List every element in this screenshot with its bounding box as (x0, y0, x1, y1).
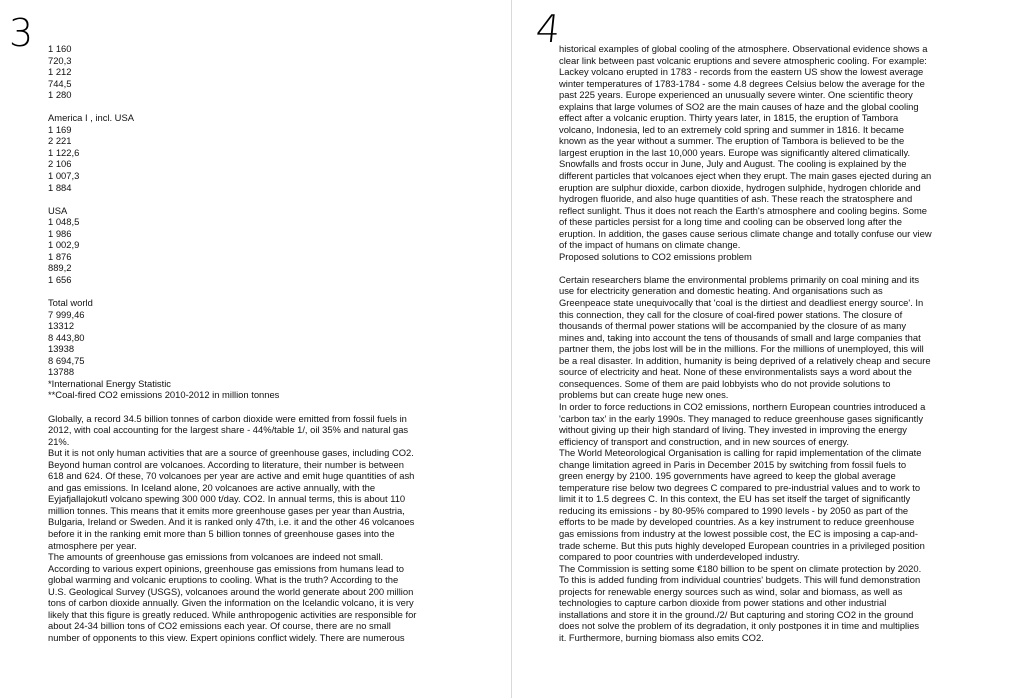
text-line: Lackey volcano erupted in 1783 - records from the eastern US show the lowest average (559, 66, 924, 78)
text-line: it. Furthermore, burning biomass also emits CO2. (559, 631, 764, 643)
text-line: *International Energy Statistic (48, 377, 171, 389)
blank-line (48, 285, 468, 297)
text-line: 1 986 (48, 227, 72, 239)
text-line: 2 221 (48, 135, 72, 147)
text-line: efforts to be made by developed countries. As a key instrument to reduce greenhouse (559, 516, 915, 528)
text-line: source of electricity and heat. None of these environmentalists says a word about the (559, 366, 912, 378)
text-line: before it in the ranking emit more than 5 billion tonnes of greenhouse gases into the (48, 527, 395, 539)
right-page-text (559, 43, 1014, 643)
text-line: consequences. Some of them are paid lobbyists who do not provide solutions to (559, 377, 891, 389)
text-line: problems but can create huge new ones. (559, 389, 729, 401)
text-line: U.S. Geological Survey (USGS), volcanoes around the world generate about 200 million (48, 585, 414, 597)
text-line: 'carbon tax' in the early 1990s. They managed to reduce greenhouse gases significantly (559, 412, 924, 424)
text-line: Proposed solutions to CO2 emissions problem (559, 250, 752, 262)
text-line: gas emissions from industry at the lowest possible cost, the EC is imposing a cap-and- (559, 527, 919, 539)
text-line: 7 999,46 (48, 308, 85, 320)
text-line: projects for renewable energy sources such as wind, solar and biomass, as well as (559, 585, 903, 597)
text-line: 1 656 (48, 273, 72, 285)
text-line: thousands of thermal power stations will be accompanied by the closure of as many (559, 320, 907, 332)
text-line: Certain researchers blame the environmental problems primarily on coal mining and its (559, 273, 920, 285)
text-line: does not solve the problem of its degradation, it only postpones it in time and multiplies (559, 620, 920, 632)
text-line: atmosphere per year. (48, 539, 137, 551)
blank-line (48, 401, 468, 413)
text-line: 1 007,3 (48, 170, 80, 182)
text-line: The World Meteorological Organisation is calling for rapid implementation of the climate (559, 447, 922, 459)
text-line: 13788 (48, 366, 75, 378)
text-line: 1 884 (48, 181, 72, 193)
right-page (512, 0, 1024, 698)
text-line: this connection, they call for the closure of coal-fired power stations. The closure of (559, 308, 903, 320)
text-line: installations and store it in the ground./2/ But capturing and storing CO2 in the ground (559, 608, 914, 620)
text-line: efficiency of transport and construction, and in new sources of energy. (559, 435, 849, 447)
text-line: reducing its emissions - by 80-95% compared to 1990 levels - by 2050 as part of the (559, 504, 909, 516)
text-line: 744,5 (48, 77, 72, 89)
text-line: 1 169 (48, 123, 72, 135)
text-line: Bulgaria, Ireland or Sweden. And it is ranked only 47th, i.e. it and the other 46 volcanoes (48, 516, 415, 528)
blank-line (559, 262, 1014, 274)
text-line: clear link between past volcanic eruptions and severe atmospheric cooling. For example: (559, 54, 927, 66)
text-line: 1 002,9 (48, 239, 80, 251)
text-line: green energy by 2100. 195 governments have agreed to keep the global average (559, 470, 896, 482)
text-line: use for electricity generation and domestic heating. And organisations such as (559, 285, 883, 297)
text-line: temperature rise below two degrees C compared to pre-industrial values and to work to (559, 481, 921, 493)
text-line: 618 and 624. Of these, 70 volcanoes per year are active and emit huge quantities of ash (48, 470, 415, 482)
text-line: Beyond human control are volcanoes. According to literature, their number is between (48, 458, 404, 470)
text-line: largest eruption in the last 10,000 years. Europe was significantly altered climatically. (559, 146, 911, 158)
text-line: In order to force reductions in CO2 emissions, northern European countries introduced a (559, 400, 926, 412)
text-line: Greenpeace state unequivocally that 'coal is the dirtiest and deadliest energy source'. In (559, 297, 924, 309)
text-line: change limitation agreed in Paris in December 2015 by switching from fossil fuels to (559, 458, 907, 470)
text-line: and gas emissions. In Iceland alone, 20 volcanoes are active annually, with the (48, 481, 376, 493)
text-line: 2012, with coal accounting for the largest share - 44%/table 1/, oil 35% and natural gas (48, 424, 409, 436)
text-line: 13938 (48, 343, 75, 355)
text-line: effect after a volcanic eruption. Thirty years later, in 1815, the eruption of Tambora (559, 112, 899, 124)
text-line: Eyjafjallajokutl volcano spewing 300 000 t/day. CO2. In annual terms, this is about 110 (48, 493, 406, 505)
text-line: of the impact of humans on climate change. (559, 239, 741, 251)
text-line: 1 122,6 (48, 146, 80, 158)
text-line: about 24-34 billion tons of CO2 emissions each year. Of course, there are no small (48, 620, 391, 632)
text-line: winter temperatures of 1783-1784 - some 4.8 degrees Celsius below the average for the (559, 77, 925, 89)
text-line: 21%. (48, 435, 70, 447)
text-line: Globally, a record 34.5 billion tonnes of carbon dioxide were emitted from fossil fuels in (48, 412, 407, 424)
page-number-left: 3 (9, 11, 34, 55)
text-line: likely that this figure is greatly reduced. While anthropogenic activities are responsible for (48, 608, 417, 620)
text-line: USA (48, 204, 68, 216)
text-line: 720,3 (48, 54, 72, 66)
text-line: technologies to capture carbon dioxide from power stations and other industrial (559, 597, 887, 609)
text-line: past 225 years. Europe experienced an unusually severe winter. One scientific theory (559, 89, 913, 101)
text-line: 13312 (48, 320, 75, 332)
text-line: million tonnes. This means that it emits more greenhouse gases per year than Austria, (48, 504, 405, 516)
text-line: be a real disaster. In addition, humanity is being deprived of a relatively cheap and secure (559, 354, 931, 366)
text-line: without giving up their high standard of living. They invested in improving the energy (559, 424, 907, 436)
text-line: trade scheme. But this puts highly developed European countries in a privileged position (559, 539, 925, 551)
text-line: eruption are sulphur dioxide, carbon dioxide, hydrogen sulphide, hydrogen chloride and (559, 181, 921, 193)
text-line: hydrogen fluoride, and also huge quantities of ash. These reach the stratosphere and (559, 193, 913, 205)
text-line: 1 048,5 (48, 216, 80, 228)
text-line: eruption. In addition, the gases cause serious climate change and totally confuse our view (559, 227, 932, 239)
text-line: Total world (48, 297, 93, 309)
text-line: 2 106 (48, 158, 72, 170)
text-line: mines and, taking into account the tens of thousands of small and large companies that (559, 331, 921, 343)
text-line: partner them, the jobs lost will be in the millions. For the millions of unemployed, this will (559, 343, 924, 355)
page-number-right: 4 (533, 7, 563, 51)
text-line: number of opponents to this view. Expert opinions conflict widely. There are numerous (48, 631, 405, 643)
text-line: global warming and volcanic eruptions to cooling. What is the truth? According to the (48, 574, 399, 586)
left-page-text (48, 43, 468, 643)
text-line: reflect sunlight. Thus it does not reach the Earth's atmosphere and cooling begins. Some (559, 204, 927, 216)
text-line: The amounts of greenhouse gas emissions from volcanoes are indeed not small. (48, 551, 384, 563)
text-line: To this is added funding from individual countries' budgets. This will fund demonstration (559, 574, 921, 586)
text-line: **Coal-fired CO2 emissions 2010-2012 in million tonnes (48, 389, 280, 401)
text-line: known as the year without a summer. The eruption of Tambora is believed to be the (559, 135, 905, 147)
text-line: 1 876 (48, 250, 72, 262)
text-line: According to various expert opinions, greenhouse gas emissions from humans lead to (48, 562, 404, 574)
text-line: of these particles persist for a long time and cooling can be observed long after the (559, 216, 902, 228)
text-line: limit it to 1.5 degrees C. In this context, the EU has set itself the target of significantly (559, 493, 911, 505)
text-line: different particles that volcanoes eject when they erupt. The main gases ejected during an (559, 170, 932, 182)
text-line: 8 443,80 (48, 331, 85, 343)
text-line: The Commission is setting some €180 billion to be spent on climate protection by 2020. (559, 562, 922, 574)
text-line: historical examples of global cooling of the atmosphere. Observational evidence shows a (559, 43, 928, 54)
text-line: America I , incl. USA (48, 112, 134, 124)
text-line: 8 694,75 (48, 354, 85, 366)
blank-line (48, 193, 468, 205)
text-line: 1 212 (48, 66, 72, 78)
text-line: But it is not only human activities that are a source of greenhouse gases, including CO2. (48, 447, 414, 459)
text-line: 889,2 (48, 262, 72, 274)
text-line: compared to poor countries with underdeveloped industry. (559, 551, 800, 563)
text-line: explains that large volumes of SO2 are the main causes of haze and the global cooling (559, 100, 919, 112)
text-line: tons of carbon dioxide annually. Given the information on the Icelandic volcano, it is very (48, 597, 414, 609)
text-line: volcano, Indonesia, led to an extremely cold spring and summer in 1816. It became (559, 123, 904, 135)
text-line: 1 160 (48, 43, 72, 54)
text-line: 1 280 (48, 89, 72, 101)
text-line: Snowfalls and frosts occur in June, July and August. The cooling is explained by the (559, 158, 907, 170)
blank-line (48, 101, 468, 113)
